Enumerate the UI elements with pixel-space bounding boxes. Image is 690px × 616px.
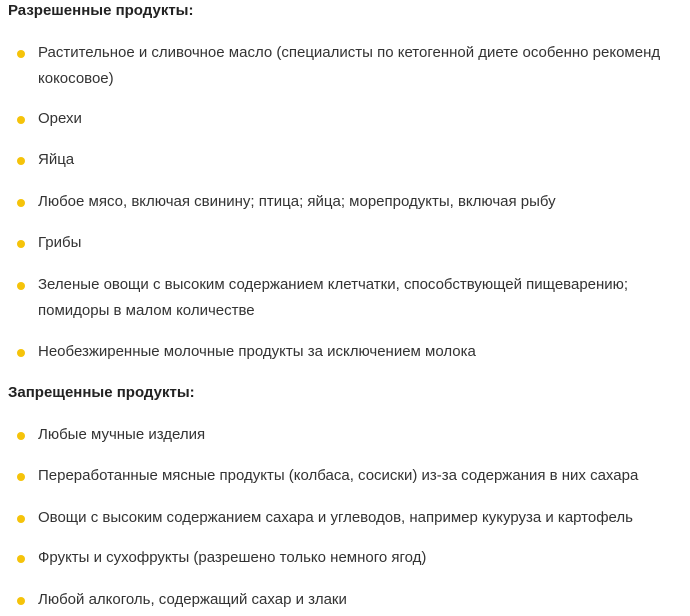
list-item: [0, 231, 690, 279]
bullet-dot-icon: [17, 597, 25, 605]
bullet-dot-icon: [17, 473, 25, 481]
list-item: [0, 588, 690, 616]
list-item-text: Растительное и сливочное масло (специалисты по кетогенной диете особенно рекоменд: [38, 44, 661, 61]
list-item-text: Необезжиренные молочные продукты за исключением молока: [38, 343, 476, 360]
bullet-dot-icon: [17, 349, 25, 357]
bullet-dot-icon: [17, 199, 25, 207]
list-item-text: Яйца: [38, 151, 75, 168]
list-item-text: Любой алкоголь, содержащий сахар и злаки: [38, 591, 347, 608]
list-item: [0, 273, 690, 321]
allowed-products-heading: Разрешенные продукты:: [8, 2, 194, 19]
list-item: [0, 340, 690, 388]
forbidden-products-heading: Запрещенные продукты:: [8, 384, 195, 401]
bullet-dot-icon: [17, 515, 25, 523]
list-item: [0, 464, 690, 512]
bullet-dot-icon: [17, 116, 25, 124]
list-item-text-continued: помидоры в малом количестве: [38, 302, 255, 319]
list-item-text: Фрукты и сухофрукты (разрешено только немного ягод): [38, 549, 427, 566]
list-item-text-continued: кокосовое): [38, 70, 114, 87]
bullet-dot-icon: [17, 555, 25, 563]
bullet-dot-icon: [17, 157, 25, 165]
bullet-dot-icon: [17, 50, 25, 58]
list-item: [0, 546, 690, 594]
list-item-text: Переработанные мясные продукты (колбаса, сосиски) из-за содержания в них сахара: [38, 467, 639, 484]
list-item-text: Любые мучные изделия: [38, 426, 206, 443]
list-item-text: Любое мясо, включая свинину; птица; яйца; морепродукты, включая рыбу: [38, 193, 556, 210]
bullet-dot-icon: [17, 240, 25, 248]
bullet-dot-icon: [17, 432, 25, 440]
list-item: [0, 41, 690, 89]
bullet-dot-icon: [17, 282, 25, 290]
list-item-text: Зеленые овощи с высоким содержанием клетчатки, способствующей пищеварению;: [38, 276, 629, 293]
list-item-text: Грибы: [38, 234, 82, 251]
list-item-text: Овощи с высоким содержанием сахара и углеводов, например кукуруза и картофель: [38, 509, 633, 526]
list-item-text: Орехи: [38, 110, 82, 127]
list-item: [0, 148, 690, 196]
